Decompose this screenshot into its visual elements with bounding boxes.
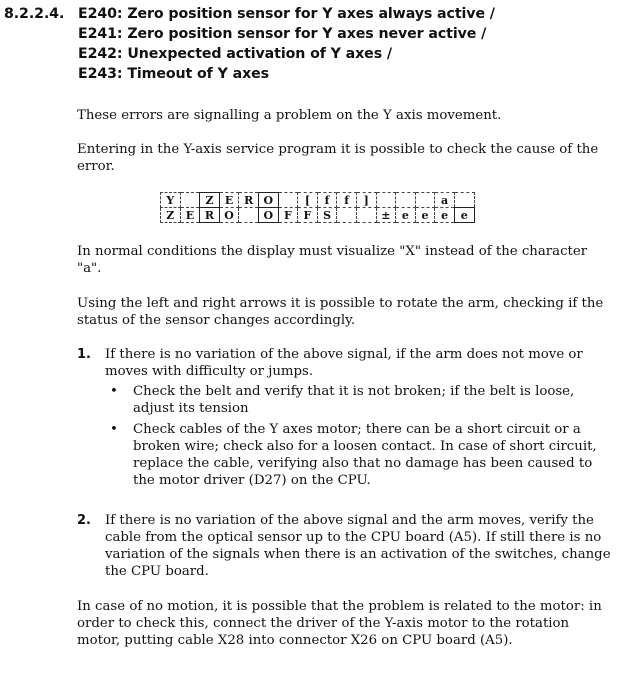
display-cell: e (454, 208, 474, 223)
display-cell (180, 193, 200, 208)
display-cell: [ (298, 193, 318, 208)
step-item-2 (77, 512, 617, 580)
display-cell: O (258, 208, 278, 223)
display-cell: ± (376, 208, 396, 223)
display-cell: a (435, 193, 455, 208)
display-cell: E (180, 208, 200, 223)
step-number: 1. (77, 347, 91, 362)
display-cell (396, 193, 416, 208)
bullet-item (105, 383, 617, 417)
bullet-icon: • (110, 384, 118, 399)
display-cell: S (317, 208, 337, 223)
display-cell: R (200, 208, 220, 223)
display-cell (454, 193, 474, 208)
step-number: 2. (77, 513, 91, 528)
display-cell: ] (356, 193, 376, 208)
section-number: 8.2.2.4. (4, 6, 65, 22)
arrows-paragraph: Using the left and right arrows it is possible to rotate the arm, checking if the status of the sensor changes accordingly. (77, 296, 604, 328)
display-cell (337, 208, 357, 223)
title-line-e243: E243: Timeout of Y axes (78, 66, 269, 82)
step-item-1 (77, 346, 617, 489)
display-cell: R (239, 193, 259, 208)
display-row-2 (161, 208, 475, 223)
display-cell: f (337, 193, 357, 208)
step-text: If there is no variation of the above signal, if the arm does not move or moves with difficulty or jumps. (105, 347, 583, 379)
normal-conditions-paragraph: In normal conditions the display must visualize "X" instead of the character "a". (77, 244, 588, 276)
display-row-1 (161, 193, 475, 208)
steps-list-continued (77, 512, 617, 580)
service-paragraph: Entering in the Y-axis service program it is possible to check the cause of the error. (77, 142, 599, 174)
display-cell: F (298, 208, 318, 223)
steps-list (77, 346, 617, 493)
display-cell: f (317, 193, 337, 208)
step-bullets (105, 383, 617, 489)
display-cell (376, 193, 396, 208)
display-table (160, 192, 475, 223)
no-motion-paragraph: In case of no motion, it is possible that the problem is related to the motor: in order to check this, connect the driver of the Y-axis motor to the rotation motor, putting cable X28 into connector X26 on CPU board (A5). (77, 599, 602, 648)
display-cell (278, 193, 298, 208)
display-cell: e (415, 208, 435, 223)
display-cell: Y (161, 193, 181, 208)
display-cell: e (396, 208, 416, 223)
display-cell: Z (200, 193, 220, 208)
display-cell (415, 193, 435, 208)
display-cell: F (278, 208, 298, 223)
display-cell: e (435, 208, 455, 223)
bullet-icon: • (110, 422, 118, 437)
display-cell: O (258, 193, 278, 208)
display-cell: Z (161, 208, 181, 223)
display-cell: O (219, 208, 239, 223)
display-cell: E (219, 193, 239, 208)
section-title (78, 4, 495, 84)
title-line-e240: E240: Zero position sensor for Y axes always active / (78, 6, 495, 22)
bullet-item (105, 421, 617, 489)
bullet-text: Check the belt and verify that it is not broken; if the belt is loose, adjust its tension (133, 384, 575, 416)
step-text: If there is no variation of the above signal and the arm moves, verify the cable from the optical sensor up to the CPU board (A5). If still there is no variation of the signals when there is an activation of the switches, change the CPU board. (105, 513, 611, 579)
title-line-e242: E242: Unexpected activation of Y axes / (78, 46, 392, 62)
display-cell (356, 208, 376, 223)
display-cell (239, 208, 259, 223)
bullet-text: Check cables of the Y axes motor; there can be a short circuit or a broken wire; check also for a loosen contact. In case of short circuit, replace the cable, verifying also that no damage has been caused to the motor driver (D27) on the CPU. (133, 422, 597, 488)
title-line-e241: E241: Zero position sensor for Y axes never active / (78, 26, 487, 42)
intro-paragraph: These errors are signalling a problem on the Y axis movement. (77, 108, 502, 123)
